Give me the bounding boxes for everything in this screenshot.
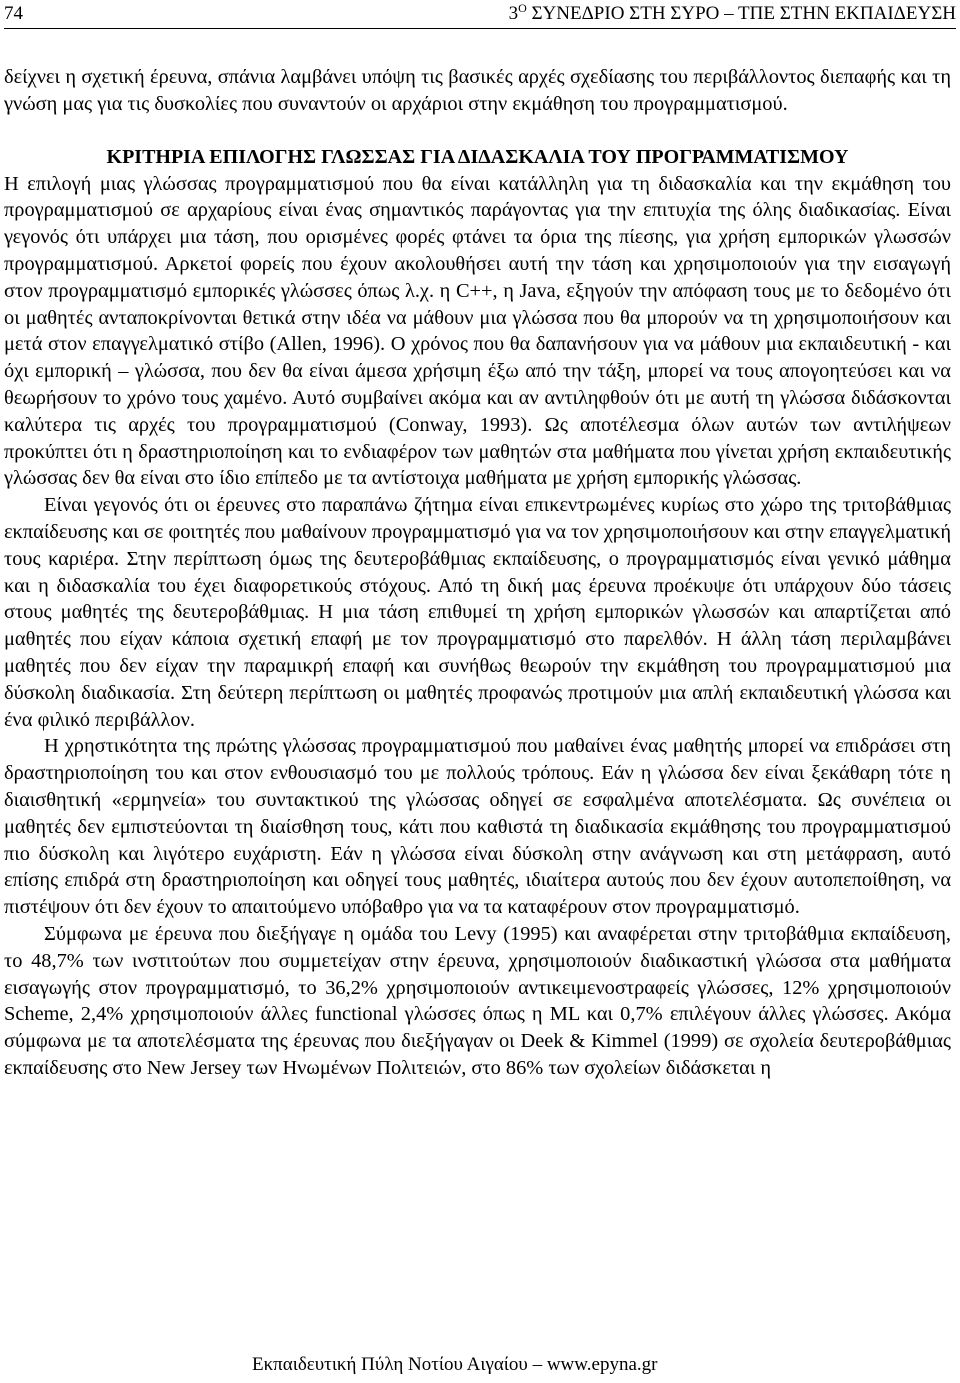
- paragraph: Η χρηστικότητα της πρώτης γλώσσας προγραμματισμού που μαθαίνει ένας μαθητής μπορεί να επιδράσει στη δραστηριοποίηση του και στον ενθουσιασμό του με πολλούς τρόπους. Εάν η γλώσσα δεν είναι ξεκάθαρη τότε η διαισθητική «ερμηνεία» του συντακτικού της γλώσσας οδηγεί σε εσφαλμένα αποτελέσματα. Ως συνέπεια οι μαθητές δεν εμπιστεύονται τη διαίσθηση τους, κάτι που καθιστά τη διαδικασία εκμάθησης του προγραμματισμού πιο δύσκολη και λιγότερο ευχάριστη. Εάν η γλώσσα είναι δύσκολη στην ανάγνωση και στη μετάφραση, αυτό επίσης επιδρά στη δραστηριοποίηση και οδηγεί τους μαθητές, ιδιαίτερα αυτούς που δεν έχουν αυτοπεποίθηση, να πιστέψουν ότι δεν έχουν το απαιτούμενο υπόβαθρο για να τα καταφέρουν στον προγραμματισμό.: [4, 735, 951, 919]
- paragraph: Η επιλογή μιας γλώσσας προγραμματισμού που θα είναι κατάλληλη για τη διδασκαλία και την εκμάθηση του προγραμματισμού σε αρχαρίους είναι ένας σημαντικός παράγοντας για την επιτυχία της όλης διαδικασίας. Είναι γεγονός ότι υπάρχει μια τάση, που ορισμένες φορές φτάνει τα όρια της πίεσης, για χρήση εμπορικών γλωσσών προγραμματισμού. Αρκετοί φορείς που έχουν ακολουθήσει αυτή την τάση και χρησιμοποιούν για την εισαγωγή στον προγραμματισμό εμπορικές γλώσσες όπως λ.χ. η C++, η Java, εξηγούν την απόφαση τους με το δεδομένο ότι οι μαθητές ανταποκρίνονται θετικά στην ιδέα να μάθουν μια γλώσσα που θα μπορούν να τη χρησιμοποιήσουν και μετά στον επαγγελματικό στίβο (Allen, 1996). Ο χρόνος που θα δαπανήσουν για να μάθουν μια εκπαιδευτική - και όχι εμπορική – γλώσσα, που δεν θα είναι άμεσα χρήσιμη έξω από την τάξη, μπορεί να τους απογοητεύσει και να θεωρήσουν το χρόνο τους χαμένο. Αυτό συμβαίνει ακόμα και αν αντιληφθούν ότι με αυτή τη γλώσσα διδάσκονται καλύτερα τις αρχές του προγραμματισμού (Conway, 1993). Ως αποτέλεσμα όλων αυτών των αντιλήψεων προκύπτει ότι η δραστηριοποίηση και το ενδιαφέρον των μαθητών στα μαθήματα που γίνεται χρήση εκπαιδευτικής γλώσσας δεν θα είναι στο ίδιο επίπεδο με τα αντίστοιχα μαθήματα με χρήση εμπορικής γλώσσας.: [4, 172, 951, 490]
- page-number: 74: [4, 3, 23, 24]
- page-footer: Εκπαιδευτική Πύλη Νοτίου Αιγαίου – www.epyna.gr: [252, 1354, 658, 1375]
- body-text: [4, 64, 951, 1082]
- conference-title: [509, 1, 956, 27]
- conference-number: 3: [508, 3, 519, 24]
- conference-title-text: ΣΥΝΕΔΡΙΟ ΣΤΗ ΣΥΡΟ – ΤΠΕ ΣΤΗΝ ΕΚΠΑΙΔΕΥΣΗ: [526, 3, 956, 24]
- running-header: [4, 0, 956, 29]
- conference-ordinal-superscript: Ο: [518, 1, 527, 15]
- intro-paragraph: δείχνει η σχετική έρευνα, σπάνια λαμβάνει υπόψη τις βασικές αρχές σχεδίασης του περιβάλλοντος διεπαφής και τη γνώση μας για τις δυσκολίες που συναντούν οι αρχάριοι στην εκμάθηση του προγραμματισμού.: [4, 66, 951, 115]
- section-heading: ΚΡΙΤΗΡΙΑ ΕΠΙΛΟΓΗΣ ΓΛΩΣΣΑΣ ΓΙΑ ΔΙΔΑΣΚΑΛΙΑ ΤΟΥ ΠΡΟΓΡΑΜΜΑΤΙΣΜΟΥ: [106, 145, 849, 168]
- paragraph: Είναι γεγονός ότι οι έρευνες στο παραπάνω ζήτημα είναι επικεντρωμένες κυρίως στο χώρο της τριτοβάθμιας εκπαίδευσης και σε φοιτητές που μαθαίνουν προγραμματισμό για να τον χρησιμοποιήσουν και στην επαγγελματική τους καριέρα. Στην περίπτωση όμως της δευτεροβάθμιας εκπαίδευσης, ο προγραμματισμός είναι γενικό μάθημα και η διδασκαλία του έχει διαφορετικούς στόχους. Από τη δική μας έρευνα προέκυψε ότι υπάρχουν δύο τάσεις στους μαθητές της δευτεροβάθμιας. Η μια τάση επιθυμεί τη χρήση εμπορικών γλωσσών και απαρτίζεται από μαθητές που είχαν κάποια σχετική επαφή με τον προγραμματισμό στο παρελθόν. Η άλλη τάση περιλαμβάνει μαθητές που δεν είχαν την παραμικρή επαφή και συνήθως θεωρούν την εκμάθηση του προγραμματισμού μια δύσκολη διαδικασία. Στη δεύτερη περίπτωση οι μαθητές προφανώς προτιμούν μια απλή εκπαιδευτική γλώσσα και ένα φιλικό περιβάλλον.: [4, 494, 951, 731]
- paragraph: Σύμφωνα με έρευνα που διεξήγαγε η ομάδα του Levy (1995) και αναφέρεται στην τριτοβάθμια εκπαίδευση, το 48,7% των ινστιτούτων που συμμετείχαν στην έρευνα, χρησιμοποιούν διαδικαστική γλώσσα στα μαθήματα εισαγωγής στον προγραμματισμό, το 36,2% χρησιμοποιούν αντικειμενοστραφείς γλώσσες, 12% χρησιμοποιούν Scheme, 2,4% χρησιμοποιούν άλλες functional γλώσσες όπως η ML και 0,7% επιλέγουν άλλες γλώσσες. Ακόμα σύμφωνα με τα αποτελέσματα της έρευνας που διεξήγαγαν οι Deek & Kimmel (1999) σε σχολεία δευτεροβάθμιας εκπαίδευσης στο New Jersey των Ηνωμένων Πολιτειών, στο 86% των σχολείων διδάσκεται η: [4, 922, 951, 1079]
